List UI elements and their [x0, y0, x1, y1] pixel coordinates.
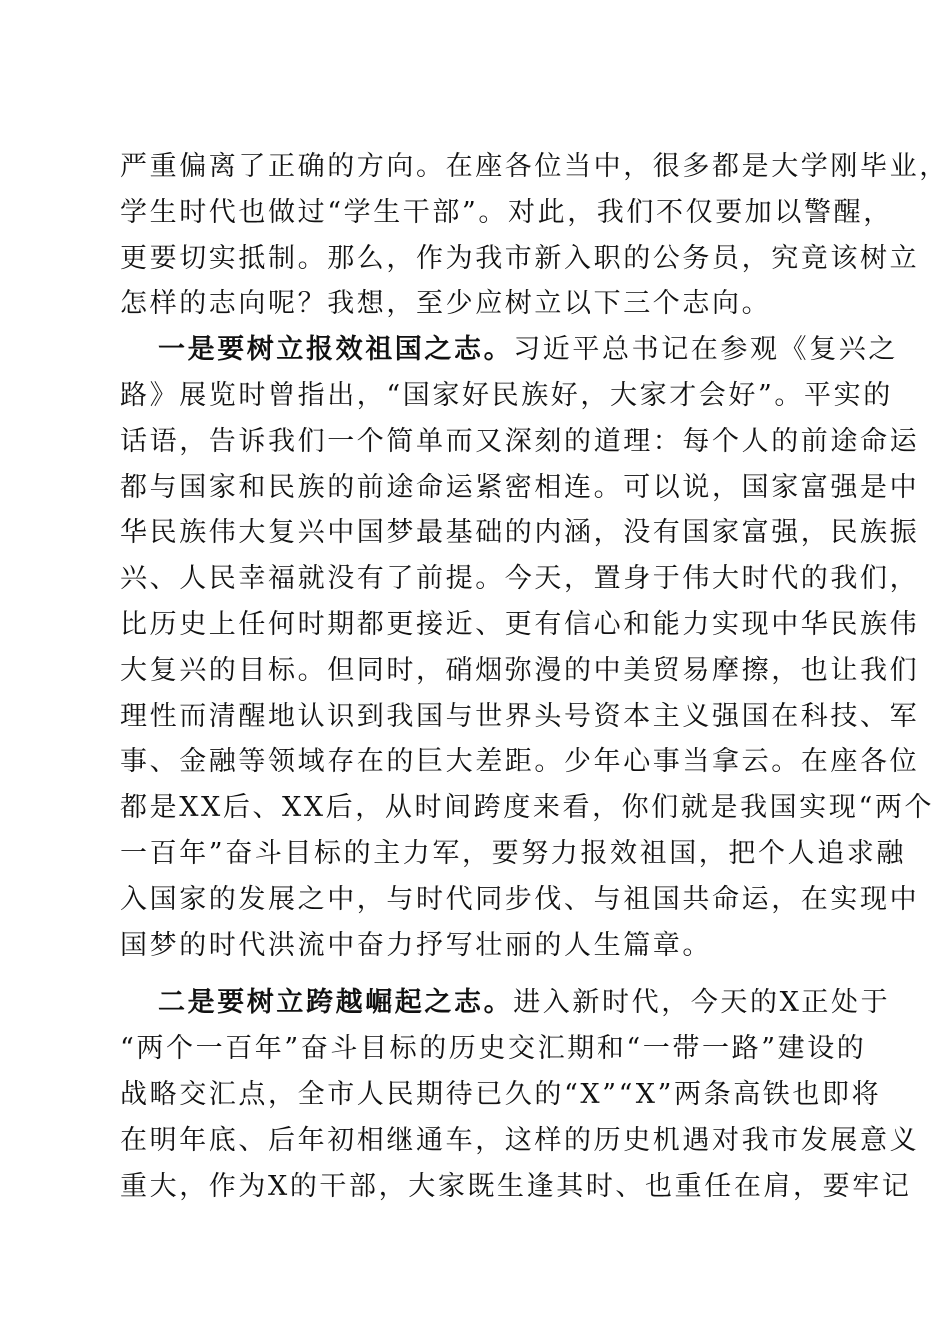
text-line: 怎样的志向呢？我想，至少应树立以下三个志向。	[120, 288, 772, 320]
text-line	[120, 327, 899, 373]
text-line: 一百年”奋斗目标的主力军，要努力报效祖国，把个人追求融	[120, 837, 907, 869]
paragraph-heading: 二是要树立跨越崛起之志。	[158, 987, 514, 1019]
paragraph	[120, 980, 920, 1209]
paragraph	[120, 327, 935, 968]
text-line: 在明年底、后年初相继通车，这样的历史机遇对我市发展意义	[120, 1124, 920, 1156]
text-run: 进入新时代，今天的X正处于	[513, 987, 891, 1019]
text-line: 重大，作为X的干部，大家既生逢其时、也重任在肩，要牢记	[120, 1170, 912, 1202]
text-line	[120, 980, 891, 1026]
paragraph	[120, 144, 949, 327]
paragraph-heading: 一是要树立报效祖国之志。	[158, 334, 514, 366]
text-line: 都与国家和民族的前途命运紧密相连。可以说，国家富强是中	[120, 471, 920, 503]
text-run: 习近平总书记在参观《复兴之	[513, 334, 899, 366]
text-line: 路》展览时曾指出，“国家好民族好，大家才会好”。平实的	[120, 379, 893, 411]
text-line: 更要切实抵制。那么，作为我市新入职的公务员，究竟该树立	[120, 242, 920, 274]
text-line: “两个一百年”奋斗目标的历史交汇期和“一带一路”建设的	[120, 1033, 867, 1065]
text-line: 都是XX后、XX后，从时间跨度来看，你们就是我国实现“两个	[120, 792, 935, 824]
text-line: 华民族伟大复兴中国梦最基础的内涵，没有国家富强，民族振	[120, 517, 920, 549]
text-line: 理性而清醒地认识到我国与世界头号资本主义强国在科技、军	[120, 700, 920, 732]
text-line: 入国家的发展之中，与时代同步伐、与祖国共命运，在实现中	[120, 883, 920, 915]
text-line: 学生时代也做过“学生干部”。对此，我们不仅要加以警醒，	[120, 196, 893, 228]
text-line: 国梦的时代洪流中奋力抒写壮丽的人生篇章。	[120, 929, 712, 961]
text-line: 严重偏离了正确的方向。在座各位当中，很多都是大学刚毕业，	[120, 151, 949, 182]
text-line: 大复兴的目标。但同时，硝烟弥漫的中美贸易摩擦，也让我们	[120, 654, 920, 686]
text-line: 话语，告诉我们一个简单而又深刻的道理：每个人的前途命运	[120, 425, 920, 457]
document-body	[120, 144, 949, 1209]
paragraph-spacer	[120, 968, 836, 980]
text-line: 比历史上任何时期都更接近、更有信心和能力实现中华民族伟	[120, 608, 920, 640]
text-line: 战略交汇点，全市人民期待已久的“X”“X”两条高铁也即将	[120, 1078, 882, 1110]
text-line: 兴、人民幸福就没有了前提。今天，置身于伟大时代的我们，	[120, 563, 920, 595]
text-line: 事、金融等领域存在的巨大差距。少年心事当拿云。在座各位	[120, 746, 920, 778]
